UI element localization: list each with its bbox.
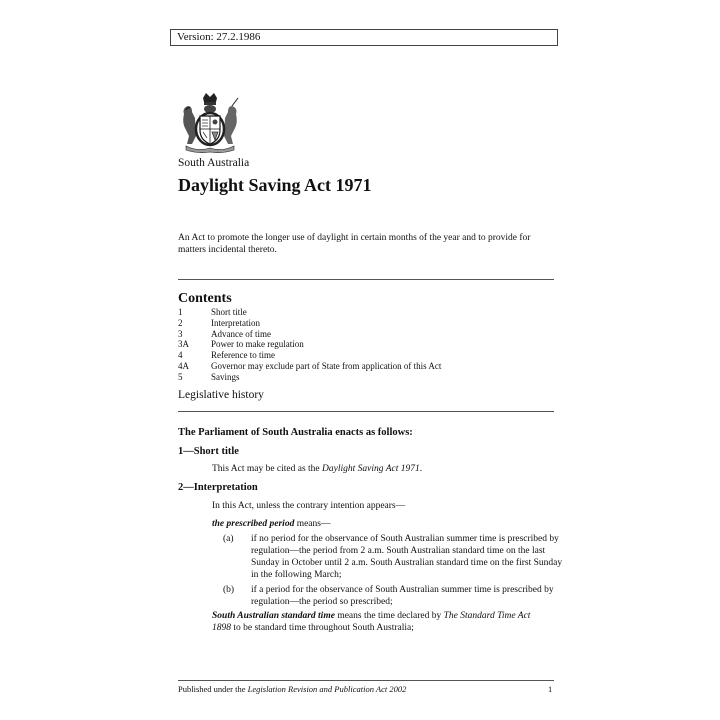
toc-item-number: 3: [178, 328, 183, 339]
defined-term: South Australian standard time: [212, 611, 335, 621]
toc-item[interactable]: [178, 318, 558, 329]
act-name: Daylight Saving Act 1971: [322, 464, 420, 474]
long-title: An Act to promote the longer use of daylight in certain months of the year and to provide for matters incidental thereto.: [178, 233, 531, 255]
list-item-label: (a): [223, 534, 234, 544]
footer-divider: [178, 680, 554, 681]
toc-item-number: 5: [178, 371, 183, 382]
toc-item-title[interactable]: Short title: [211, 307, 247, 317]
divider: [178, 279, 554, 280]
version-label: Version: 27.2.1986: [170, 29, 558, 46]
coat-of-arms-icon: [178, 92, 242, 154]
toc-item-title[interactable]: Interpretation: [211, 317, 260, 328]
list-item-b: [223, 584, 563, 608]
toc-item[interactable]: [178, 329, 558, 340]
section-1-heading: 1—Short title: [178, 446, 239, 457]
toc-item-title[interactable]: Governor may exclude part of State from application of this Act: [211, 360, 442, 371]
toc-item-number: 4: [178, 350, 183, 361]
list-item-text: if a period for the observance of South Australian summer time is prescribed by regulation—the period so prescribed;: [251, 585, 554, 607]
toc-item[interactable]: [178, 372, 558, 383]
contents-heading: Contents: [178, 291, 232, 306]
divider: [178, 411, 554, 412]
enacting-formula: The Parliament of South Australia enacts as follows:: [178, 427, 413, 438]
toc-item-title[interactable]: Reference to time: [211, 350, 275, 361]
definition-prescribed-period: the prescribed period means—: [212, 519, 331, 529]
act-name: Legislation Revision and Publication Act 2002: [247, 684, 407, 694]
toc-item[interactable]: [178, 339, 558, 350]
jurisdiction-label: South Australia: [178, 157, 250, 169]
definition-standard-time: South Australian standard time means the time declared by The Standard Time Act 1898 to be standard time throughout South Australia;: [212, 611, 531, 633]
toc-item[interactable]: [178, 350, 558, 361]
act-name: The Standard Time Act 1898: [212, 611, 531, 633]
toc-item-title[interactable]: Power to make regulation: [211, 339, 304, 350]
list-item-text: if no period for the observance of South Australian summer time is prescribed by regulation—the period from 2 a.m. South Australian standard time on the last Sunday in October until 2 a.m. South Australian standard time on the first Sunday in the following March;: [251, 534, 563, 580]
list-item-a: [223, 533, 563, 581]
toc-item[interactable]: [178, 307, 558, 318]
toc-item-number: 4A: [178, 360, 189, 371]
toc-item-number: 1: [178, 307, 183, 317]
toc-item-title[interactable]: Savings: [211, 371, 240, 382]
legislative-history-link[interactable]: Legislative history: [178, 389, 264, 401]
footer-publication-note: Published under the Legislation Revision and Publication Act 2002: [178, 684, 407, 694]
page-number: 1: [548, 684, 553, 694]
toc-item[interactable]: [178, 361, 558, 372]
toc-item-number: 3A: [178, 339, 189, 350]
table-of-contents: [178, 307, 558, 383]
section-2-intro: In this Act, unless the contrary intention appears—: [212, 501, 406, 511]
section-2-heading: 2—Interpretation: [178, 482, 258, 493]
toc-item-title[interactable]: Advance of time: [211, 328, 271, 339]
act-title: Daylight Saving Act 1971: [178, 175, 372, 195]
section-1-text: This Act may be cited as the Daylight Saving Act 1971.: [212, 464, 423, 474]
list-item-label: (b): [223, 585, 235, 595]
toc-item-number: 2: [178, 317, 183, 328]
defined-term: the prescribed period: [212, 519, 295, 529]
